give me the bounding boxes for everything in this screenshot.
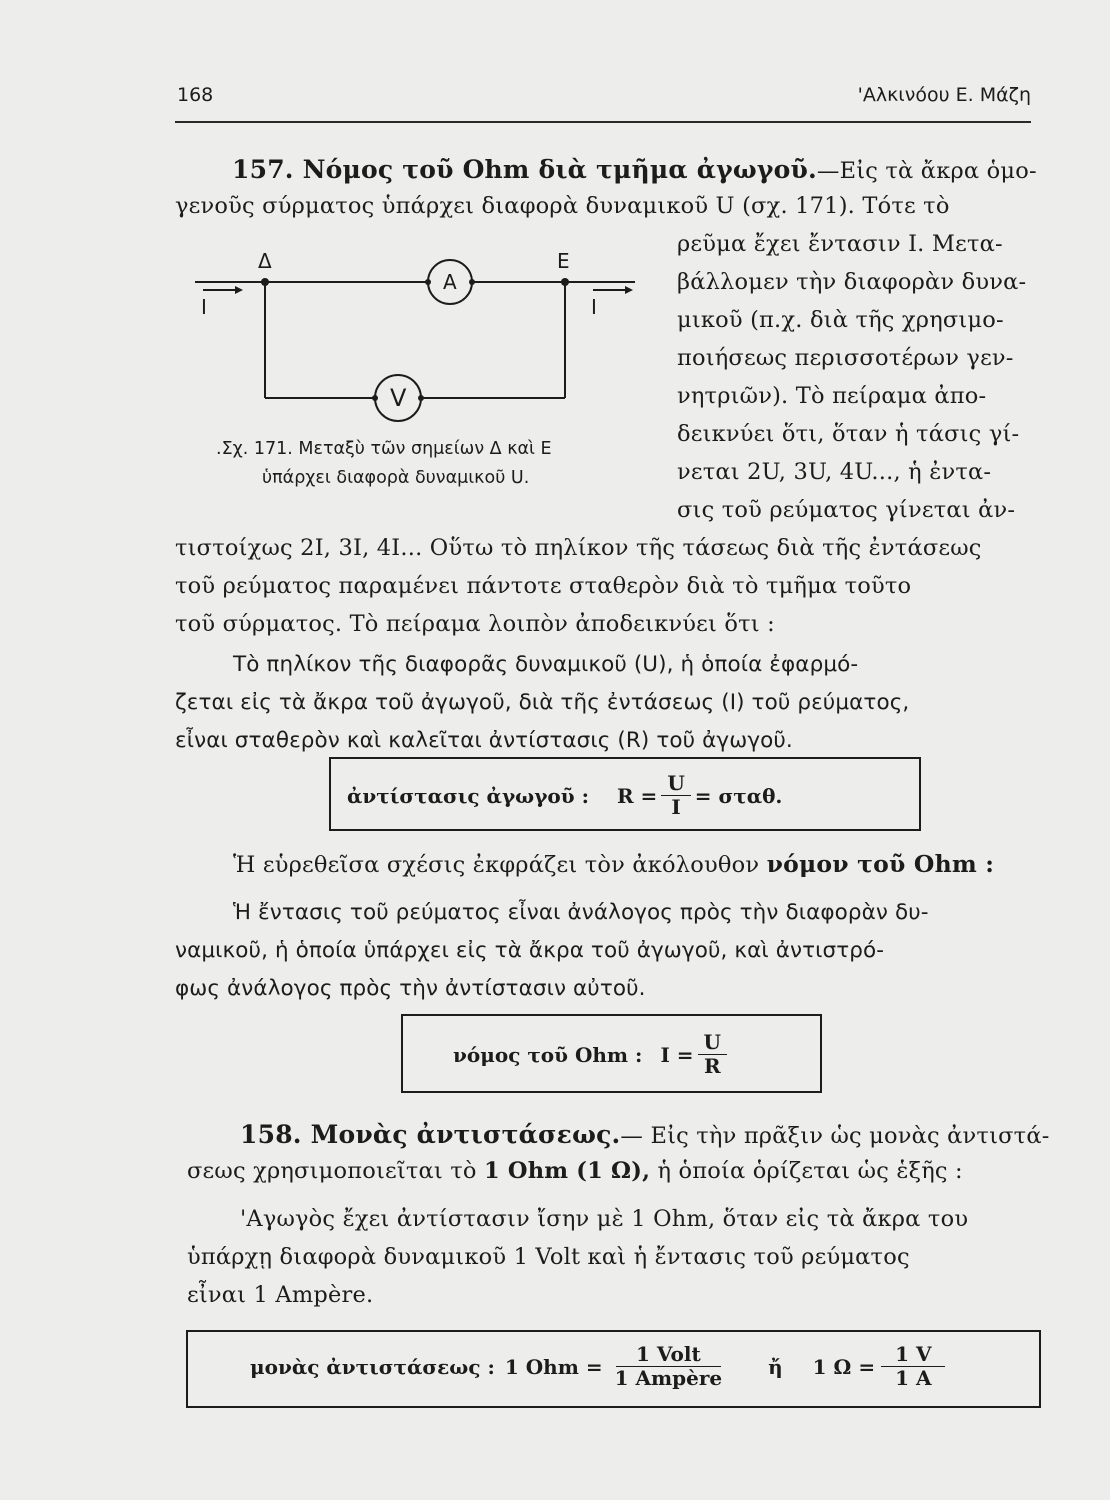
rule-line-2: ζεται εἰς τὰ ἄκρα τοῦ ἀγωγοῦ, διὰ τῆς ἐντάσεως (Ι) τοῦ ρεύματος, (175, 690, 910, 715)
ammeter-label: A (443, 270, 457, 294)
section-157-line-7: νητριῶν). Τὸ πείραμα ἀπο- (677, 383, 987, 409)
formula-ohm-denominator: R (703, 1054, 721, 1078)
law-intro-bold: νόμον τοῦ Ohm : (766, 850, 995, 878)
formula-unit-den1: 1 Ampère (614, 1366, 723, 1390)
arrowhead-right (625, 286, 633, 294)
section-157-line-10: σις τοῦ ρεύματος γίνεται ἀν- (677, 497, 1016, 523)
figure-caption-line-1: .Σχ. 171. Μεταξὺ τῶν σημείων Δ καὶ Ε (216, 439, 552, 459)
formula-unit-num1: 1 Volt (616, 1344, 721, 1367)
law-intro-line (233, 850, 994, 878)
section-158-line-2b: ἡ ὁποία ὁρίζεται ὡς ἑξῆς : (657, 1158, 963, 1184)
formula-ohm-numerator: U (698, 1032, 727, 1055)
formula-unit-lhs2: 1 Ω = (812, 1354, 876, 1379)
rule-line-3: εἶναι σταθερὸν καὶ καλεῖται ἀντίστασις (R) τοῦ ἀγωγοῦ. (175, 728, 793, 753)
formula-ohm-lhs: I = (660, 1042, 694, 1067)
law-line-2: ναμικοῦ, ἡ ὁποία ὑπάρχει εἰς τὰ ἄκρα τοῦ ἀγωγοῦ, καὶ ἀντιστρό- (175, 938, 885, 963)
page-header (175, 84, 1031, 114)
page-number: 168 (177, 84, 214, 106)
voltmeter-label: V (390, 384, 407, 412)
section-157-line-13: τοῦ σύρματος. Τὸ πείραμα λοιπὸν ἀποδεικνύει ὅτι : (175, 611, 775, 637)
formula-unit-fraction-2 (881, 1344, 945, 1389)
section-157-line-9: νεται 2U, 3U, 4U..., ἡ ἐντα- (677, 459, 992, 485)
section-157-line-3: ρεῦμα ἔχει ἔντασιν Ι. Μετα- (677, 231, 1003, 257)
law-line-3: φως ἀνάλογος πρὸς τὴν ἀντίστασιν αὐτοῦ. (175, 976, 646, 1001)
formula-unit-den2: 1 A (895, 1366, 932, 1390)
formula-unit-or: ἤ (768, 1354, 783, 1379)
section-157-title: 157. Νόμος τοῦ Ohm διὰ τμῆμα ἀγωγοῦ. (232, 155, 817, 184)
section-158-line-2 (187, 1158, 963, 1184)
definition-line-2: ὑπάρχῃ διαφορὰ δυναμικοῦ 1 Volt καὶ ἡ ἔντασις τοῦ ρεύματος (187, 1244, 910, 1270)
formula-box-resistance (329, 757, 921, 831)
formula-resistance-fraction (661, 773, 690, 818)
section-157-line-5: μικοῦ (π.χ. διὰ τῆς χρησιμο- (677, 307, 1004, 333)
node-E (561, 278, 569, 286)
formula-resistance (347, 773, 782, 818)
formula-resistance-denominator: I (671, 795, 681, 819)
section-158-line-1: — Εἰς τὴν πρᾶξιν ὡς μονὰς ἀντιστά- (620, 1123, 1050, 1149)
rule-line-1: Τὸ πηλίκον τῆς διαφορᾶς δυναμικοῦ (U), ἡ ὁποία ἐφαρμό- (233, 652, 859, 677)
label-I-right: I (591, 295, 597, 319)
law-line-1: Ἡ ἔντασις τοῦ ρεύματος εἶναι ἀνάλογος πρὸς τὴν διαφορὰν δυ- (233, 900, 929, 925)
formula-ohm-label: νόμος τοῦ Ohm : (453, 1042, 643, 1067)
section-158-line-2a: σεως χρησιμοποιεῖται τὸ (187, 1158, 477, 1184)
definition-line-1: 'Αγωγὸς ἔχει ἀντίστασιν ἴσην μὲ 1 Ohm, ὅταν εἰς τὰ ἄκρα του (240, 1206, 969, 1232)
section-157-title-line (232, 155, 1037, 184)
section-157-line-1: —Εἰς τὰ ἄκρα ὁμο- (816, 158, 1037, 184)
formula-unit (250, 1344, 949, 1389)
node-D (261, 278, 269, 286)
section-158-line-2-bold: 1 Ohm (1 Ω), (484, 1158, 651, 1184)
label-I-left: I (201, 295, 207, 319)
section-157-line-2: γενοῦς σύρματος ὑπάρχει διαφορὰ δυναμικοῦ U (σχ. 171). Τότε τὸ (175, 193, 950, 219)
figure-171-circuit (185, 240, 645, 440)
formula-ohm (453, 1032, 731, 1077)
section-157-line-11: τιστοίχως 2I, 3I, 4I... Οὕτω τὸ πηλίκον τῆς τάσεως διὰ τῆς ἐντάσεως (175, 535, 982, 561)
formula-resistance-lhs: R = (616, 783, 658, 808)
section-157-line-6: ποιήσεως περισσοτέρων γεν- (677, 345, 1014, 371)
section-158-title: 158. Μονὰς ἀντιστάσεως. (240, 1120, 621, 1149)
section-158-title-line (240, 1120, 1050, 1149)
header-rule (175, 121, 1031, 123)
formula-unit-lhs1: 1 Ohm = (504, 1354, 603, 1379)
formula-unit-label: μονὰς ἀντιστάσεως : (250, 1354, 495, 1379)
formula-box-ohm (401, 1014, 822, 1093)
running-head: 'Αλκινόου Ε. Μάζη (857, 84, 1031, 106)
voltmeter-terminal-right (418, 395, 424, 401)
definition-line-3: εἶναι 1 Ampère. (187, 1282, 374, 1308)
voltmeter-terminal-left (372, 395, 378, 401)
section-157-line-8: δεικνύει ὅτι, ὅταν ἡ τάσις γί- (677, 421, 1020, 447)
arrowhead-left (235, 286, 243, 294)
formula-resistance-label: ἀντίστασις ἀγωγοῦ : (347, 783, 589, 808)
section-157-line-4: βάλλομεν τὴν διαφορὰν δυνα- (677, 269, 1027, 295)
formula-box-unit (186, 1330, 1041, 1408)
label-E: E (557, 249, 570, 273)
formula-resistance-rhs: = σταθ. (694, 783, 783, 808)
formula-unit-num2: 1 V (881, 1344, 945, 1367)
figure-caption-line-2: ὑπάρχει διαφορὰ δυναμικοῦ U. (262, 468, 530, 488)
formula-resistance-numerator: U (661, 773, 690, 796)
section-157-line-12: τοῦ ρεύματος παραμένει πάντοτε σταθερὸν διὰ τὸ τμῆμα τοῦτο (175, 573, 912, 599)
formula-ohm-fraction (698, 1032, 727, 1077)
ammeter-terminal-left (425, 279, 431, 285)
label-D: Δ (258, 249, 272, 273)
formula-unit-fraction-1 (609, 1344, 729, 1389)
law-intro-text: Ἡ εὑρεθεῖσα σχέσις ἐκφράζει τὸν ἀκόλουθον (233, 852, 760, 878)
ammeter-terminal-right (469, 279, 475, 285)
